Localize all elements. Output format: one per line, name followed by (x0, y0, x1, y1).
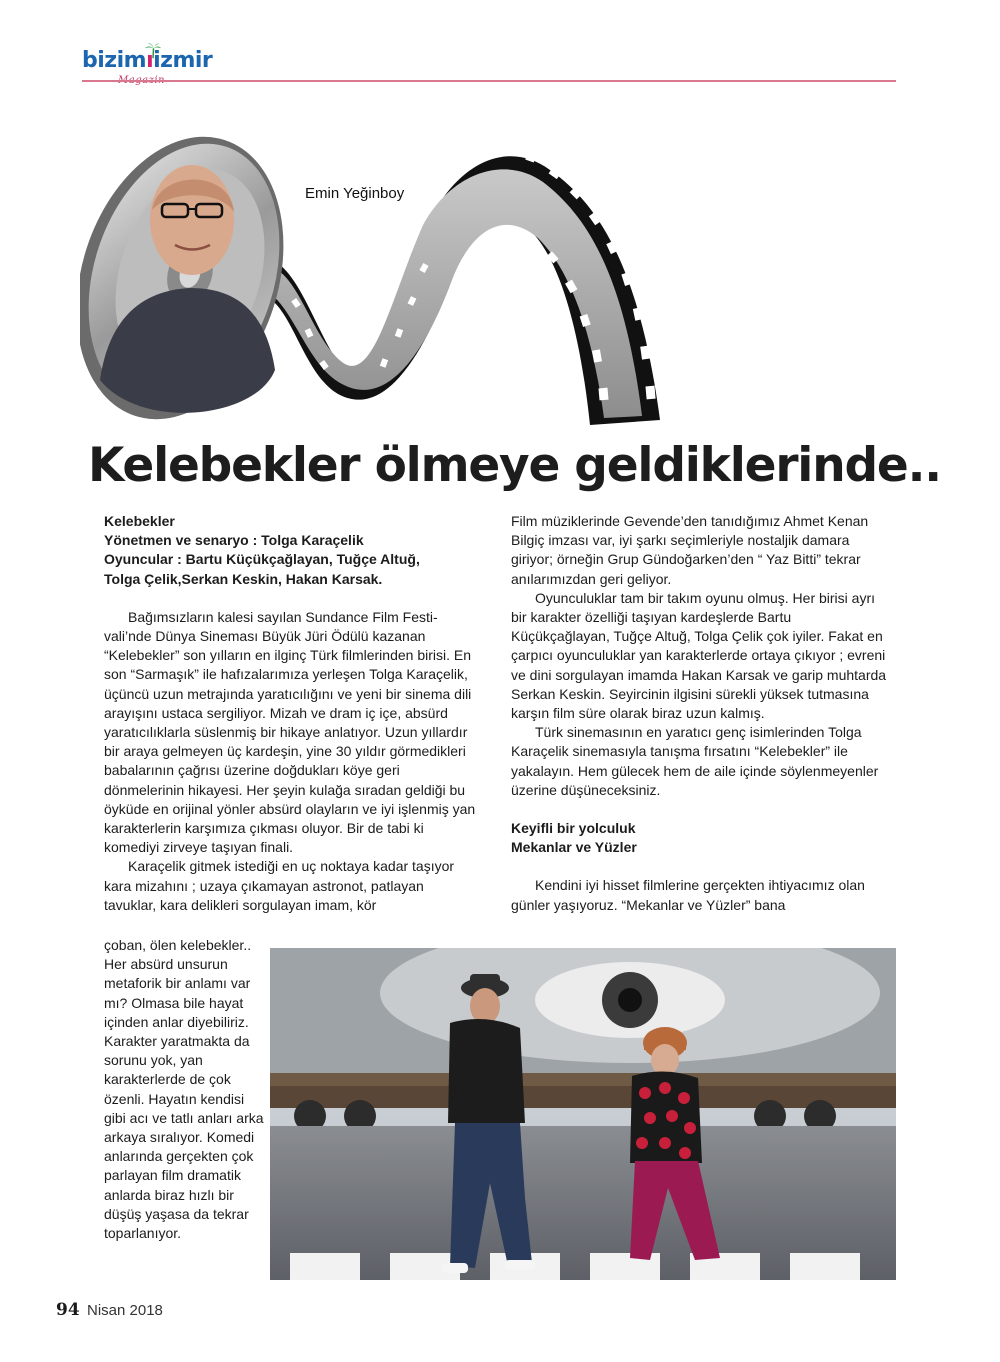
cast-credit: Oyuncular : Bartu Küçükçağlayan, Tuğçe Altuğ, (104, 551, 420, 568)
body-paragraph: Türk sinemasının en yaratıcı genç isimlerinden Tolga Karaçelik sinemasıyla tanışma fırsatını “Kelebekler” ile yakalayın. Hem gülecek hem de aile içinde söylenmeyenler üzerine düşüneceksiniz. (511, 724, 879, 798)
right-column (511, 512, 891, 915)
logo-dotless-i: ı (146, 48, 154, 73)
magazine-logo (82, 44, 222, 94)
body-paragraph: çoban, ölen kelebekler.. Her absürd unsurun metaforik bir anlamı var mı? Olmasa bile hayat içinden anlar diyebiliriz. Karakter yaratmakta da sorunu yok, yan karakterlerde de çok özenli. Hayatın kendisi gibi acı ve tatlı anları arka arkaya sıralıyor. Komedi anlarında gerçekten çok parlayan film dramatik anlarda biraz hızlı bir düşüş yaşasa da tekrar toparlanıyor. (104, 937, 264, 1242)
cast-credit-cont: Tolga Çelik,Serkan Keskin, Hakan Karsak. (104, 570, 383, 587)
director-credit: Yönetmen ve senaryo : Tolga Karaçelik (104, 532, 364, 549)
palm-tree-icon (144, 42, 162, 60)
article-title: Kelebekler ölmeye geldiklerinde.. (88, 438, 941, 493)
film-still-photo (270, 948, 896, 1280)
left-column (104, 512, 476, 915)
body-paragraph: Bağımsızların kalesi sayılan Sundance Film Festivali’nde Dünya Sineması Büyük Jüri Ödülü kazanan “Kelebekler” son yılların en ilginç Türk filmlerinden birisi. En son “Sarmaşık” ile hafızalarımıza yerleşen Tolga Karaçelik, üçüncü uzun metrajında yaratıcılığını ve yeni bir sinema dili arayışını ustaca sergiliyor. Mizah ve dram iç içe, absürd yaratıcılıklarla süslenmiş bir hikaye anlatıyor. Uzun yıllardır bir araya gelmeyen üç kardeşin, yine 30 yıldır görmedikleri babalarının çağrısı üzerine doğdukları köye geri dönmelerinin hikayesi. Her şeyin kulağa sıradan geldiği bu öyküde en orijinal yönler absürd olayların ve iyi işlenmiş yan karakterlerin karşımıza çıkması oluyor. Bir de tabi ki komediyi zirveye taşıyan finali. (104, 608, 476, 856)
page-number: 94 (56, 1300, 80, 1320)
film-reel-illustration (80, 130, 700, 430)
spacer (104, 589, 476, 608)
spacer (511, 800, 891, 819)
header-rule (82, 80, 896, 82)
body-paragraph: Kendini iyi hisset filmlerine gerçekten ihtiyacımız olan günler yaşıyoruz. “Mekanlar ve Yüzler” bana (511, 877, 865, 913)
section-heading: Keyifli bir yolculuk (511, 820, 636, 837)
body-paragraph: Karaçelik gitmek istediği en uç noktaya kadar taşıyor kara mizahını ; uzaya çıkamayan astronot, patlayan tavuklar, kara delikleri sorgulayan imam, kör (104, 858, 455, 913)
spacer (511, 857, 891, 876)
film-subheading: Mekanlar ve Yüzler (511, 839, 637, 856)
issue-date: Nisan 2018 (87, 1302, 163, 1319)
logo-word-bizim: bizim (82, 48, 147, 73)
logo-word-izmir: izmir (153, 48, 213, 73)
author-byline: Emin Yeğinboy (305, 185, 405, 202)
film-title: Kelebekler (104, 513, 175, 529)
body-paragraph: Oyunculuklar tam bir takım oyunu olmuş. Her birisi ayrı bir karakter özelliği taşıyan kardeşlerde Bartu Küçükçağlayan, Tuğçe Altuğ, Tolga Çelik çok iyiler. Fakat en çarpıcı oyunculuklar yan karakterlerde ortaya çıkıyor ; evreni ve dini sorgulayan imamda Hakan Karsak ve garip muhtarda Serkan Keskin. Seyircinin ilgisini sürekli yüksek tutmasına karşın film süre olarak biraz uzun kalmış. (511, 589, 887, 722)
left-narrow-column (104, 936, 269, 1243)
body-paragraph: Film müziklerinde Gevende’den tanıdığımız Ahmet Kenan Bilgiç imzası var, iyi şarkı seçimleriyle nostaljik damara giriyor; örneğin Grup Gündoğarken’den “ Yaz Bitti” tekrar anılarımızdan geri geliyor. (511, 513, 869, 587)
